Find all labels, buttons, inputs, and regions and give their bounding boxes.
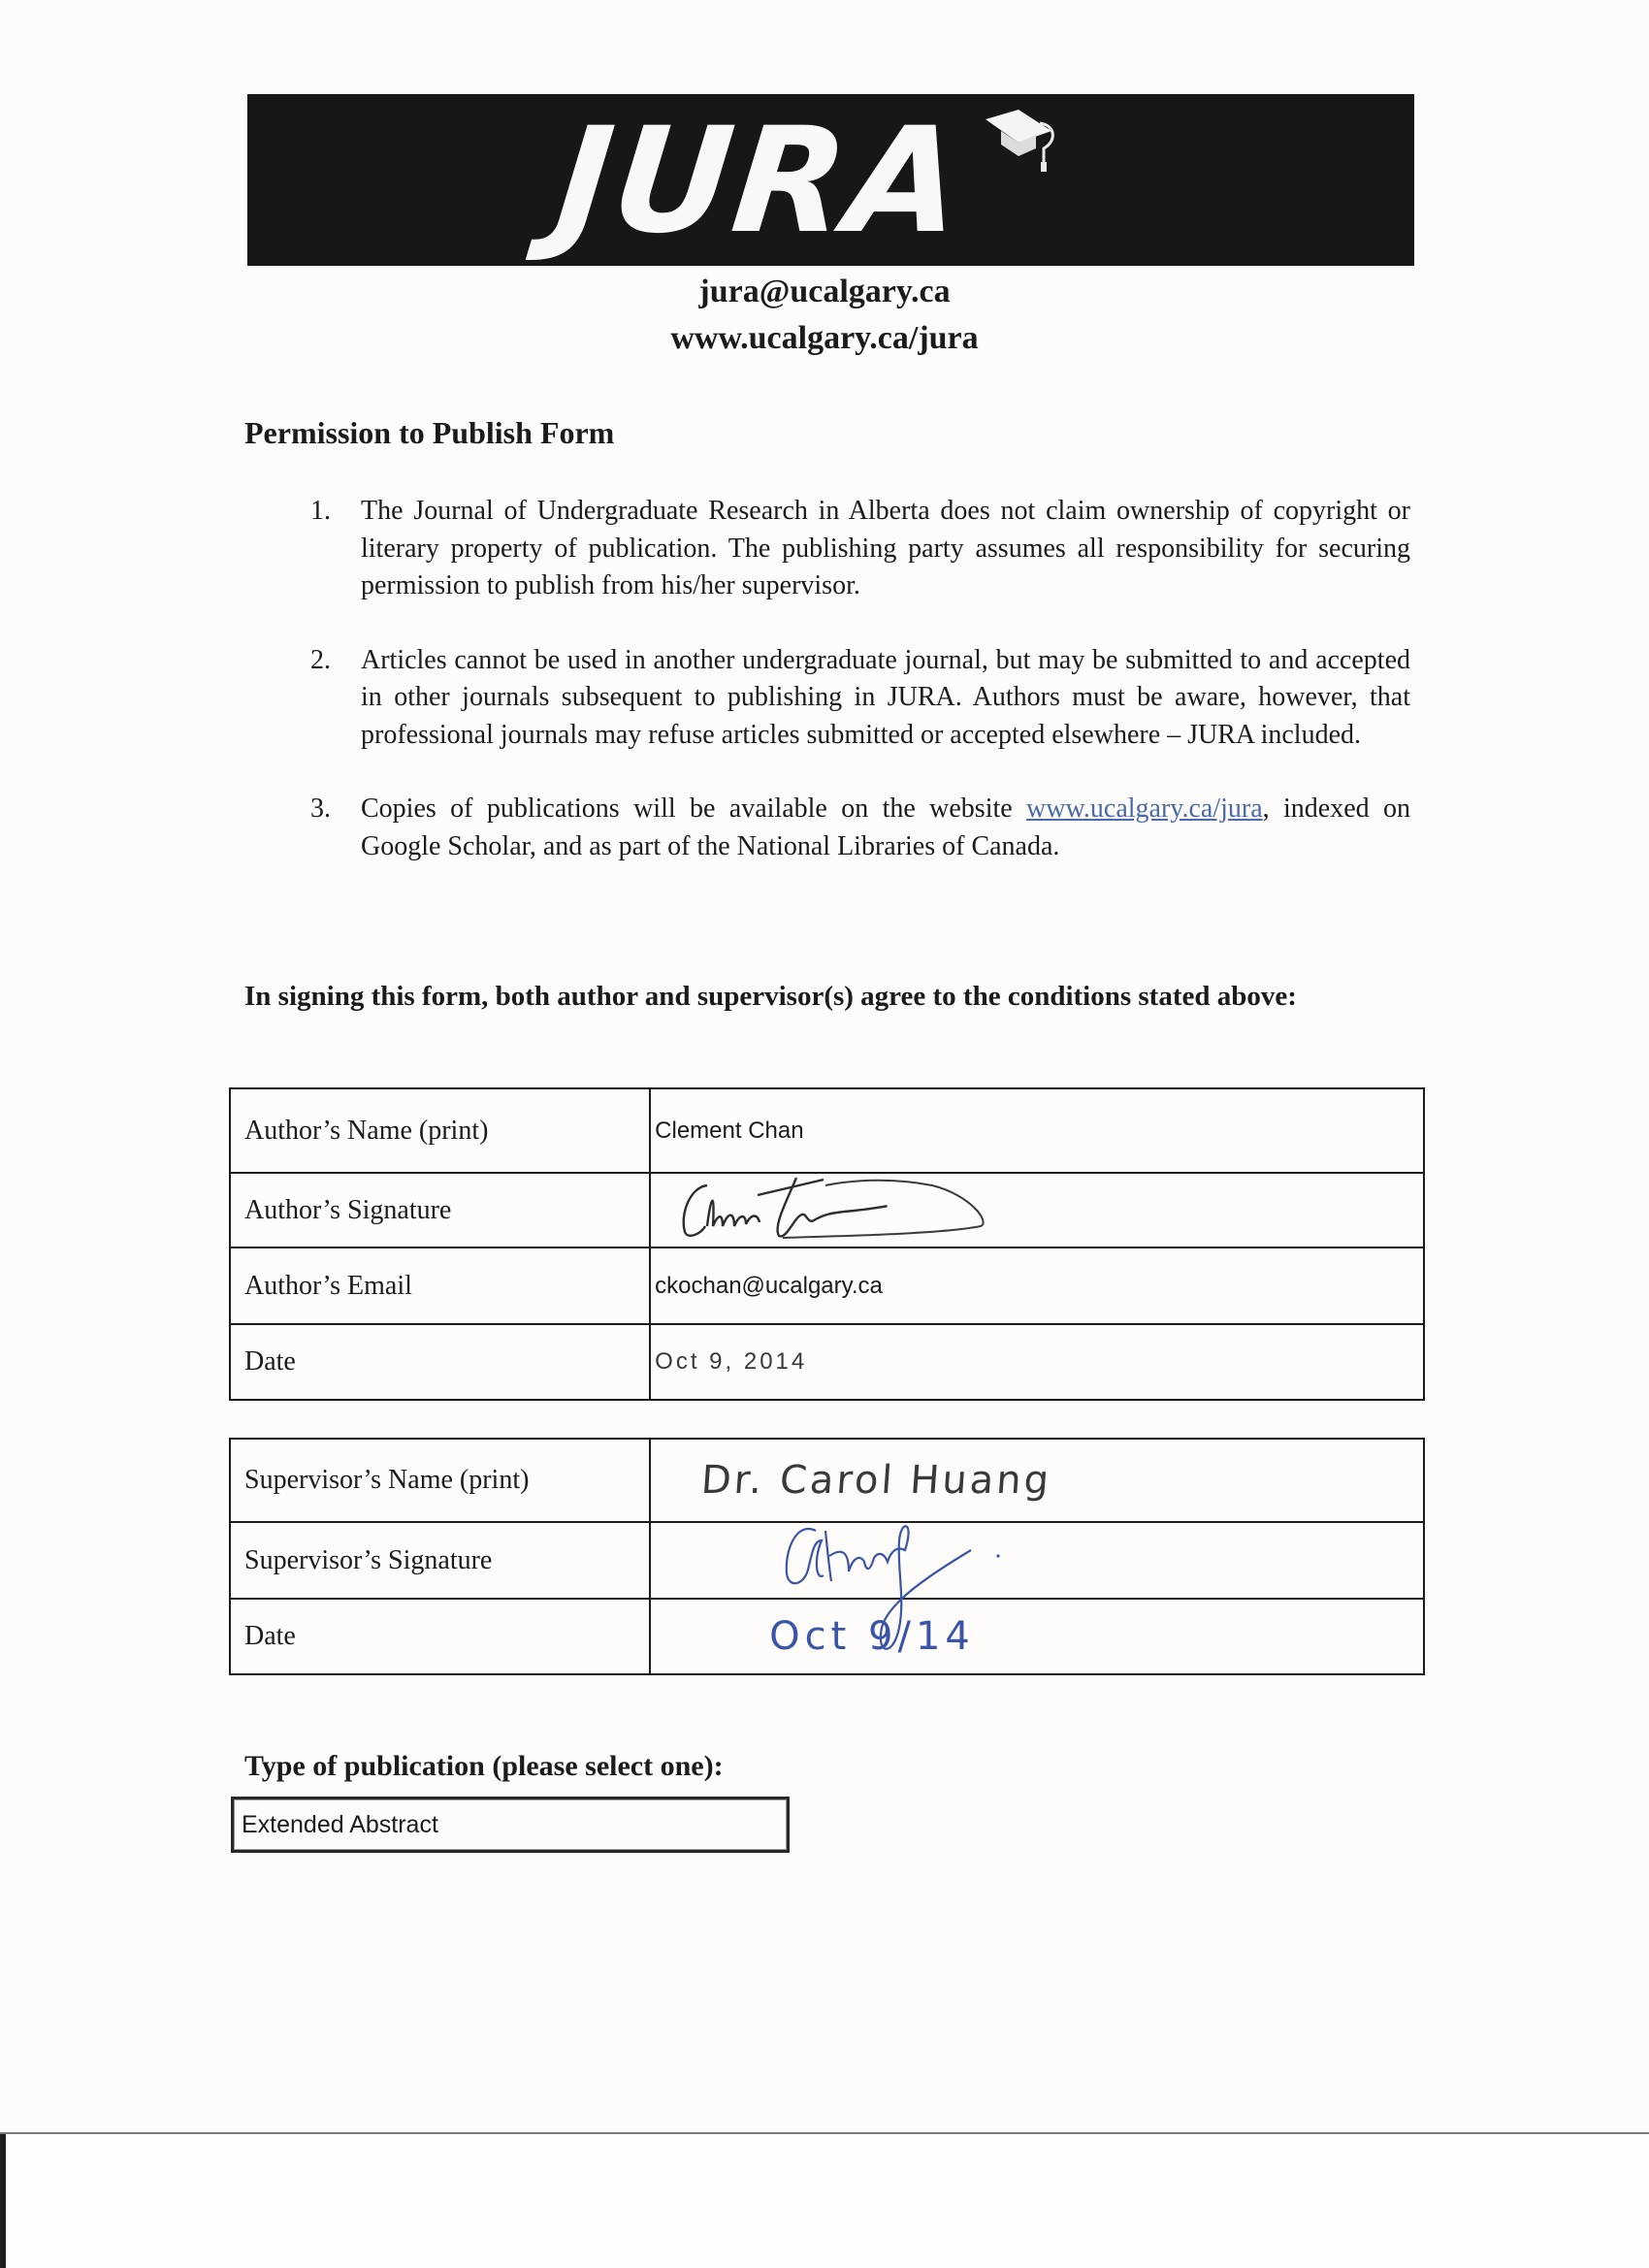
contact-website: www.ucalgary.ca/jura [670,320,979,356]
table-row [230,1173,1424,1247]
scanner-edge [0,2134,6,2268]
table-row [230,1599,1424,1674]
conditions-list [310,493,1410,902]
supervisor-date-label: Date [230,1599,650,1674]
table-row [230,1088,1424,1173]
condition-item [310,642,1410,755]
author-signature-icon [651,1166,1000,1253]
item-text-before: Copies of publications will be available on the website [361,794,1027,824]
condition-item [310,791,1410,865]
supervisor-name-value: Dr. Carol Huang [699,1458,1053,1503]
table-row [230,1439,1424,1522]
author-date-label: Date [230,1324,650,1400]
item-number: 1. [310,496,331,526]
item-text: The Journal of Undergraduate Research in Alberta does not claim ownership of copyright or literary property of publication. The publishing party assumes all responsibility for securing permission to publish from his/her supervisor. [361,496,1410,600]
supervisor-signature-field[interactable] [650,1522,1424,1599]
agreement-statement: In signing this form, both author and supervisor(s) agree to the conditions stated above: [244,981,1297,1012]
scanner-background [0,2134,1649,2268]
author-table [229,1087,1425,1401]
supervisor-date-value: Oct 9/14 [769,1614,975,1659]
publication-type-select[interactable]: Extended Abstract [231,1797,790,1853]
supervisor-signature-label: Supervisor’s Signature [230,1522,650,1599]
table-row [230,1522,1424,1599]
author-signature-field[interactable] [650,1173,1424,1247]
item-number: 2. [310,644,331,675]
item-text-after: , indexed on Google Scholar, and as part of the National Libraries of Canada. [361,794,1410,861]
author-date-field[interactable]: Oct 9, 2014 [650,1324,1424,1400]
form-title: Permission to Publish Form [244,415,615,450]
jura-banner [247,94,1414,266]
condition-item [310,493,1410,605]
author-email-field[interactable]: ckochan@ucalgary.ca [650,1247,1424,1324]
publication-type-label: Type of publication (please select one): [244,1750,724,1782]
author-name-label: Author’s Name (print) [230,1088,650,1173]
author-name-field[interactable]: Clement Chan [650,1088,1424,1173]
item-text: Articles cannot be used in another undergraduate journal, but may be submitted to and accepted in other journals subsequent to publishing in JURA. Authors must be aware, however, that professional journals may refuse articles submitted or accepted elsewhere – JURA included. [361,644,1410,750]
jura-logo [548,97,1062,266]
table-row [230,1247,1424,1324]
item-number: 3. [310,794,331,824]
author-signature-label: Author’s Signature [230,1173,650,1247]
logo-text: JURA [548,97,972,266]
supervisor-table [229,1438,1425,1675]
contact-email: jura@ucalgary.ca [698,274,951,309]
website-link[interactable]: www.ucalgary.ca/jura [1026,794,1263,824]
supervisor-name-label: Supervisor’s Name (print) [230,1439,650,1522]
table-row [230,1324,1424,1400]
supervisor-name-field[interactable] [650,1439,1424,1522]
graduation-cap-icon [980,106,1057,183]
author-email-label: Author’s Email [230,1247,650,1324]
supervisor-date-field[interactable] [650,1599,1424,1674]
